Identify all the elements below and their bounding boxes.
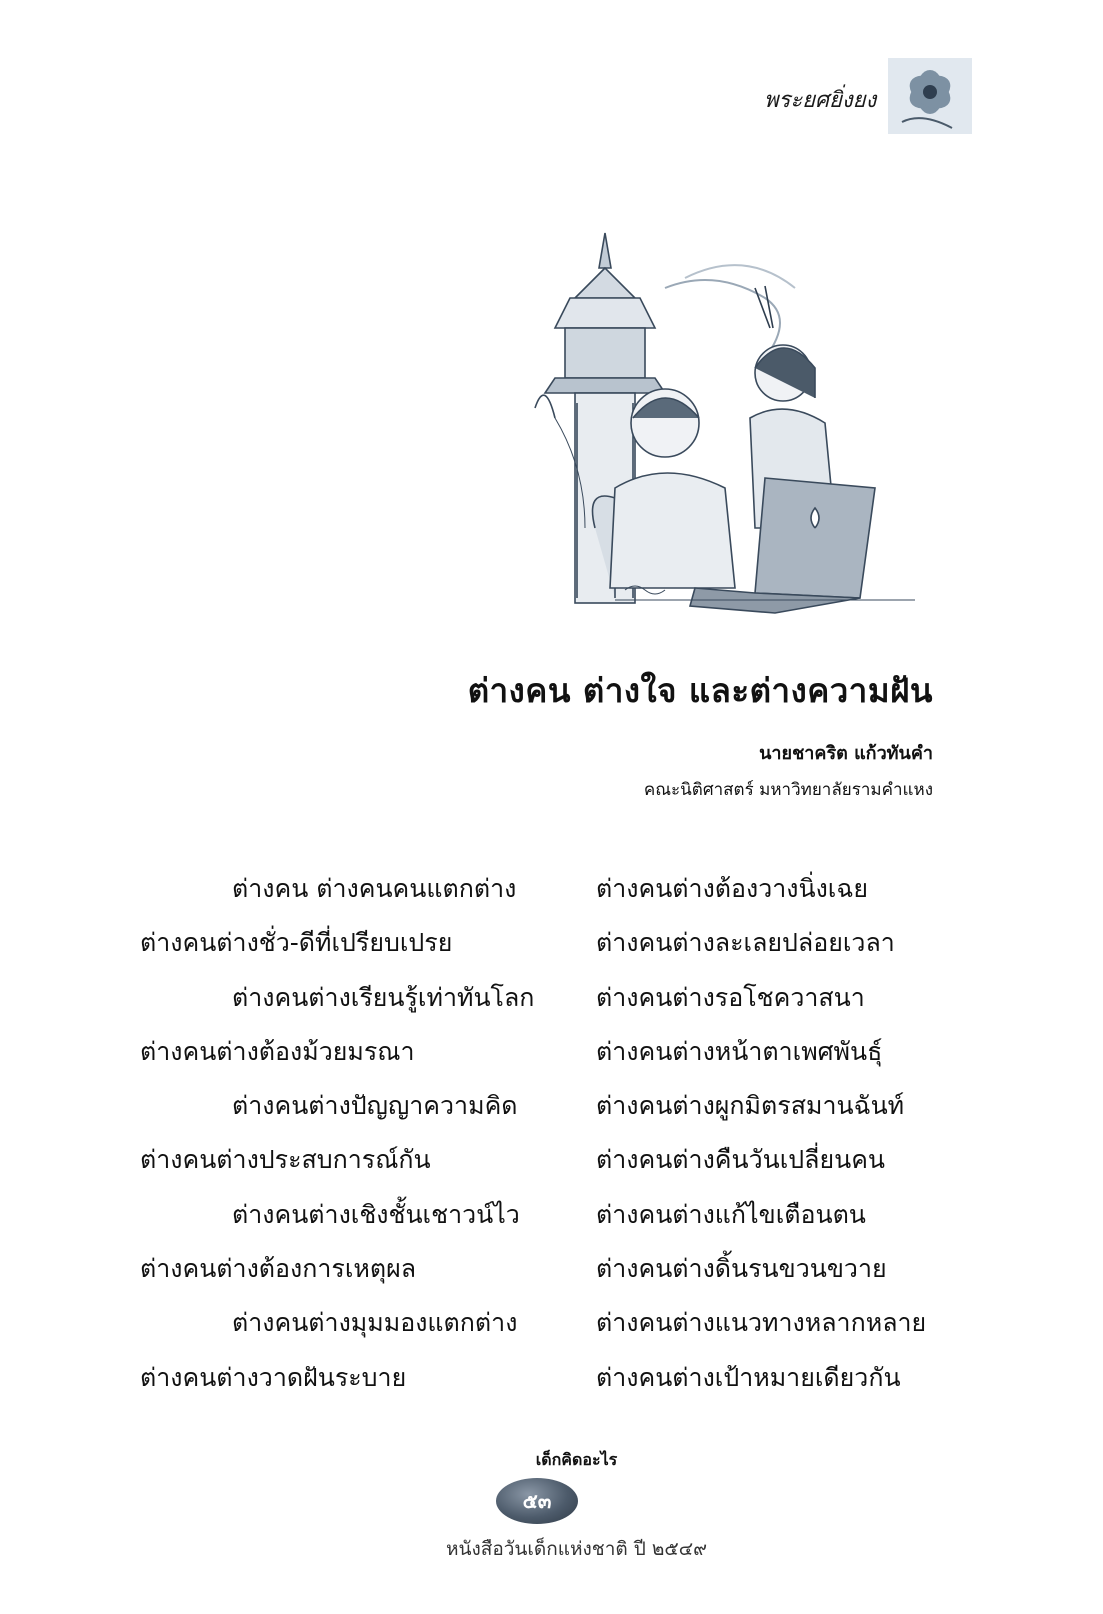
poem-line: ต่างคนต่างวาดฝันระบาย [140, 1362, 407, 1392]
illustration-children-laptop [515, 228, 935, 618]
author-name: นายชาคริต แก้วทันคำ [759, 743, 933, 764]
poem-row [0, 1351, 1103, 1405]
poem-row [0, 1133, 1103, 1187]
poem-line: ต่างคนต่างชั่ว-ดีที่เปรียบเปรย [140, 928, 453, 958]
author-affiliation: คณะนิติศาสตร์ มหาวิทยาลัยรามคำแหง [643, 780, 933, 800]
poem-line: ต่างคนต่างมุมมองแตกต่าง [232, 1308, 518, 1338]
poem-line: ต่างคนต่างเรียนรู้เท่าทันโลก [232, 982, 535, 1012]
poem-row [0, 1025, 1103, 1079]
poem-row [0, 916, 1103, 970]
poem-line: ต่างคนต่างประสบการณ์กัน [140, 1145, 431, 1175]
poem-line: ต่างคนต่างคืนวันเปลี่ยนคน [596, 1145, 886, 1175]
poem-row [0, 1188, 1103, 1242]
poem-line: ต่างคนต่างรอโชควาสนา [596, 982, 865, 1012]
poem-line: ต่างคนต่างผูกมิตรสมานฉันท์ [596, 1091, 905, 1121]
poem-row [0, 1079, 1103, 1133]
poem-line: ต่างคนต่างแก้ไขเตือนตน [596, 1199, 866, 1229]
article-title: ต่างคน ต่างใจ และต่างความฝัน [467, 671, 933, 710]
page-number-badge: ๕๓ [496, 1478, 578, 1524]
poem-line: ต่างคนต่างปัญญาความคิด [232, 1091, 518, 1121]
poem-line: ต่างคนต่างต้องการเหตุผล [140, 1254, 417, 1284]
poem-line: ต่างคนต่างเชิงชั้นเชาวน์ไว [232, 1199, 520, 1229]
footer-book-title [0, 1534, 1103, 1564]
logo-text: พระยศยิ่งยง [764, 88, 877, 113]
poem-line: ต่างคนต่างแนวทางหลากหลาย [596, 1308, 927, 1338]
poem-line: ต่างคนต่างหน้าตาเพศพันธุ์ [596, 1036, 883, 1066]
poem-row [0, 862, 1103, 916]
section-label-text: เด็กคิดอะไร [535, 1450, 618, 1469]
poem [0, 862, 1103, 1405]
header-logo [760, 52, 980, 140]
poem-line: ต่างคนต่างเป้าหมายเดียวกัน [596, 1362, 901, 1392]
book-title-text: หนังสือวันเด็กแห่งชาติ ปี ๒๕๔๙ [445, 1538, 708, 1560]
poem-line: ต่างคนต่างดิ้นรนขวนขวาย [596, 1254, 887, 1284]
flower-icon [882, 52, 978, 138]
footer-section-label [0, 1448, 1103, 1473]
poem-row [0, 1242, 1103, 1296]
poem-row [0, 1296, 1103, 1350]
poem-line: ต่างคนต่างต้องวางนิ่งเฉย [596, 874, 869, 903]
poem-row [0, 971, 1103, 1025]
poem-line: ต่างคนต่างต้องม้วยมรณา [140, 1036, 415, 1066]
poem-line: ต่างคน ต่างคนคนแตกต่าง [232, 874, 517, 903]
poem-line: ต่างคนต่างละเลยปล่อยเวลา [596, 928, 895, 958]
